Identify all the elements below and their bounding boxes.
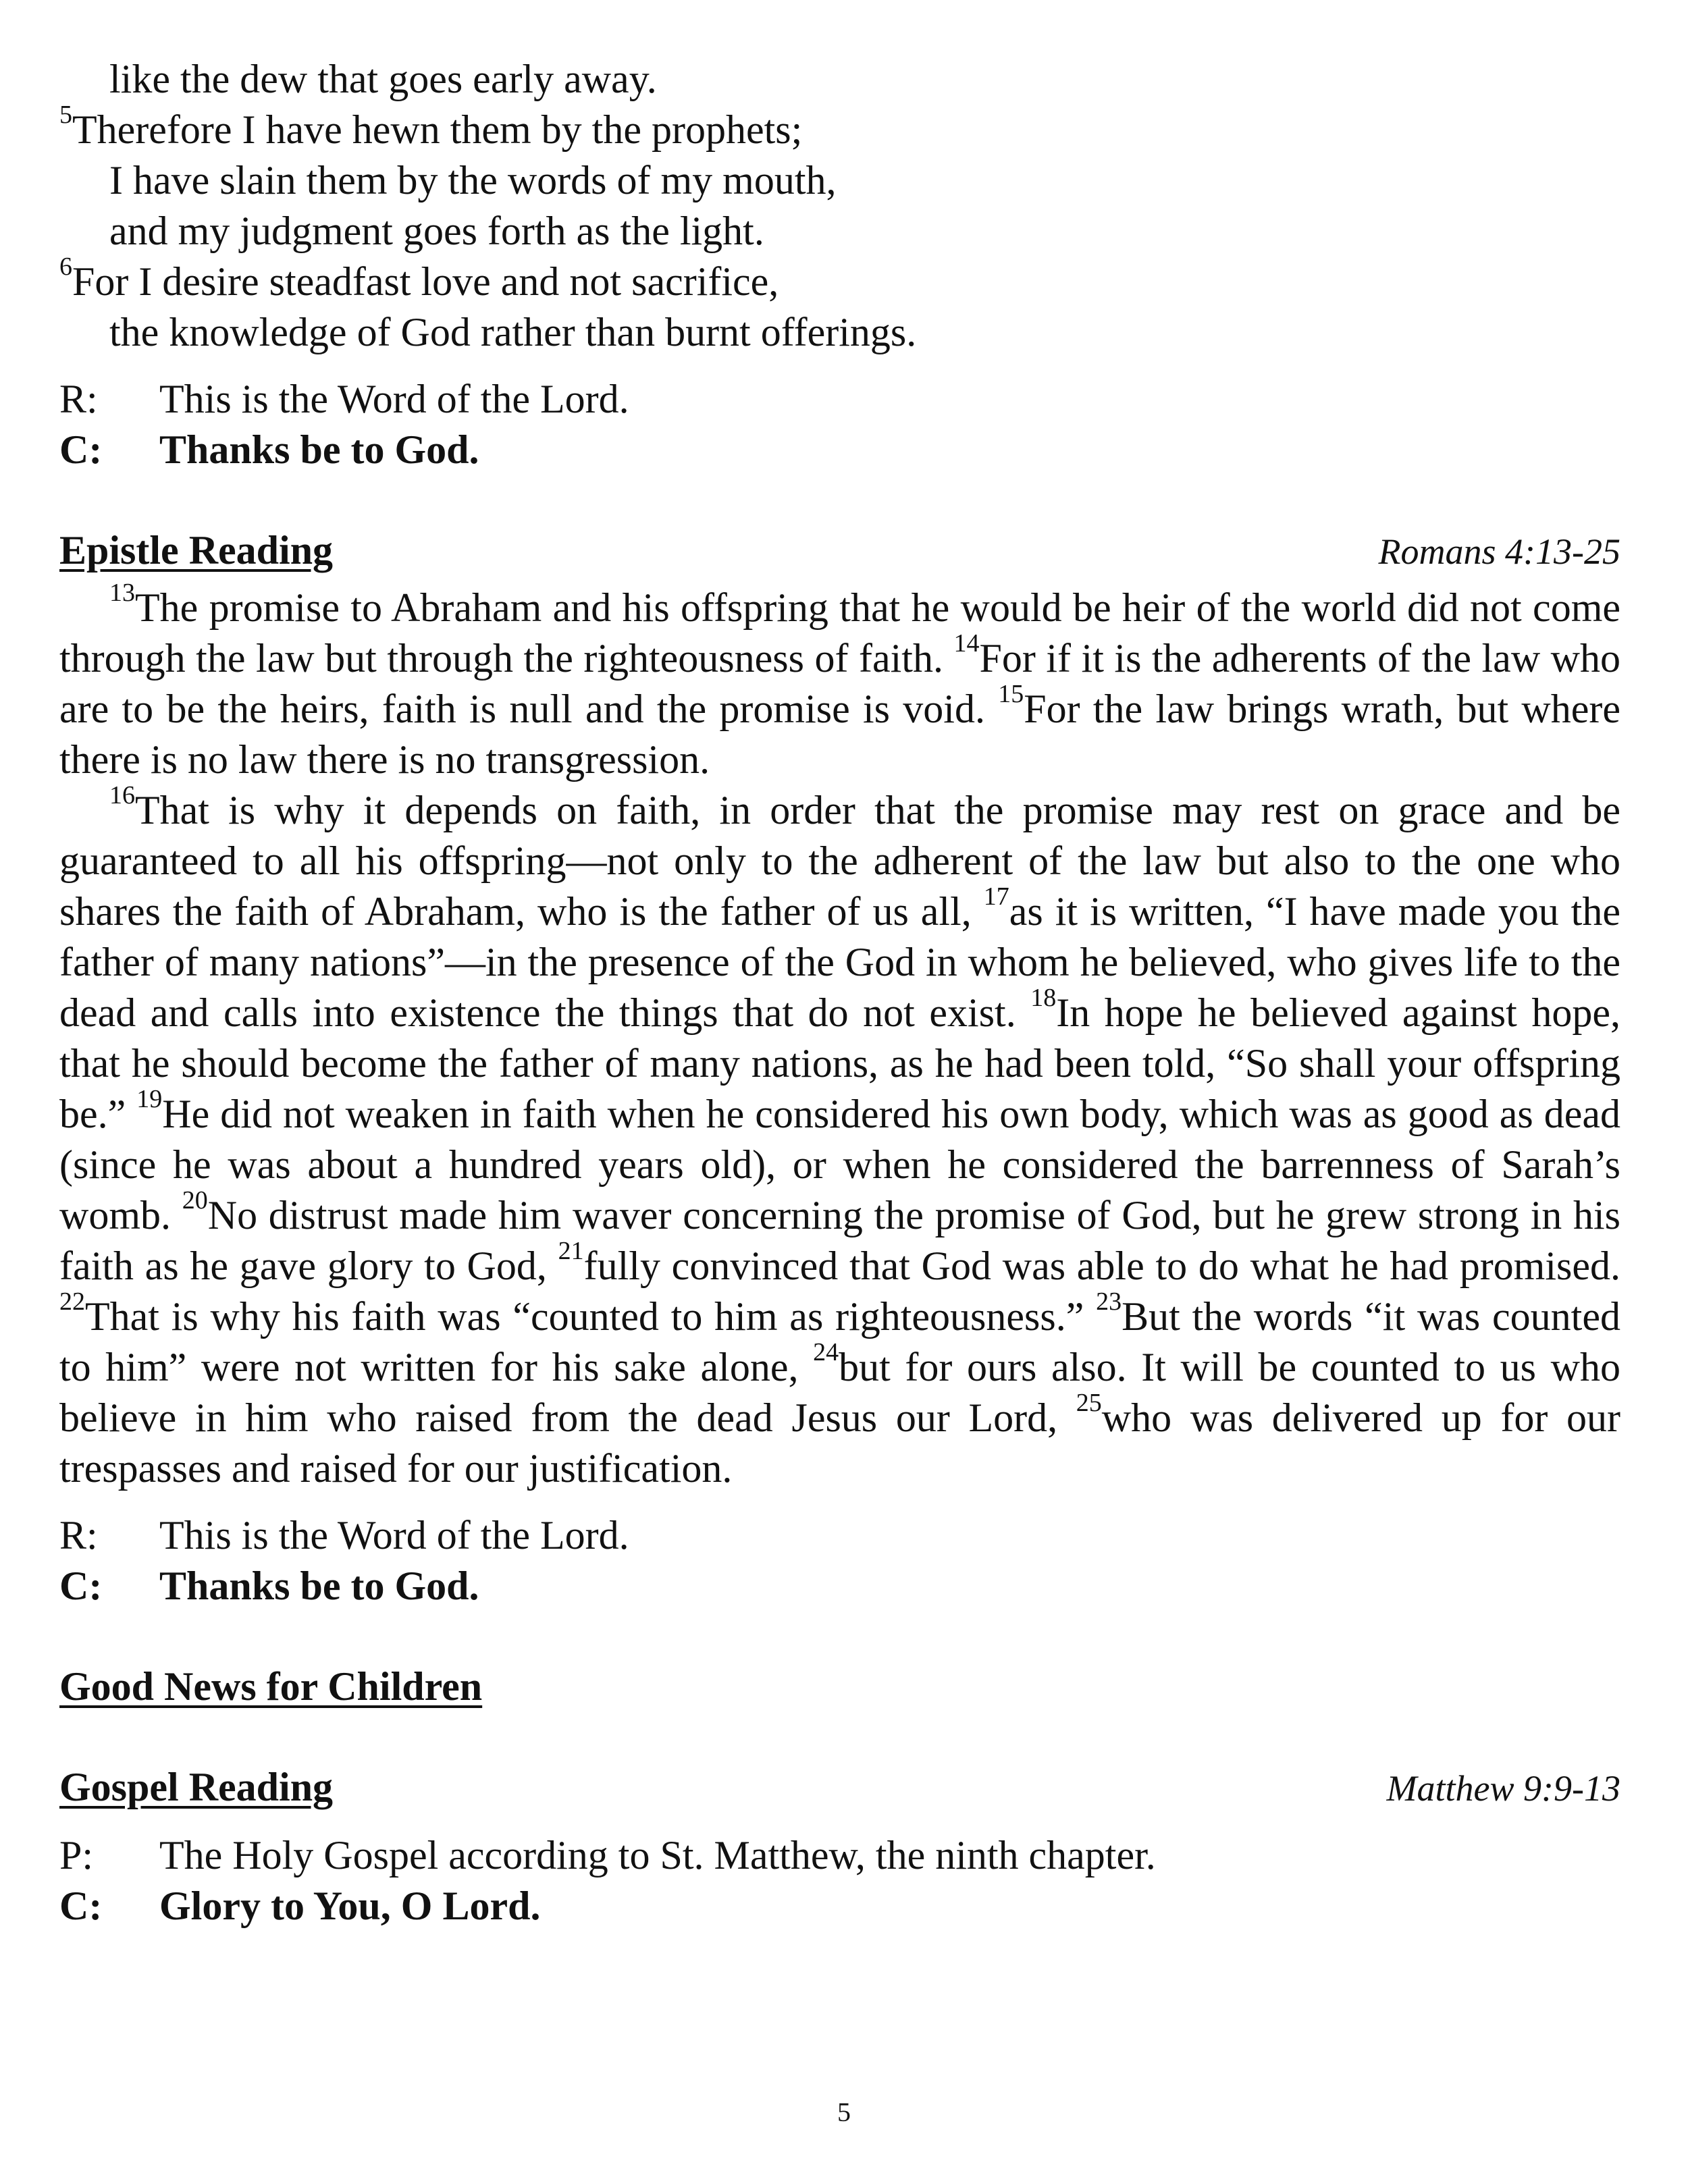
verse-number: 16 xyxy=(109,781,135,809)
speaker-label: C: xyxy=(59,1884,103,1928)
verse-line: the knowledge of God rather than burnt offerings. xyxy=(109,310,917,354)
verse-text: No distrust made him waver concerning the promise of God, but he grew strong in his faith as he gave glory to God, xyxy=(59,1193,1620,1288)
epistle-paragraph xyxy=(59,781,1621,1494)
gospel-heading-row xyxy=(59,1762,1620,1814)
response-block xyxy=(59,1830,1620,1932)
verse-line: $^6$For I desire steadfast love and not sacrifice, xyxy=(59,252,779,304)
section-heading: Good News for Children xyxy=(59,1664,483,1709)
congregation-text: Thanks be to God. xyxy=(159,427,479,472)
verse-text: who was delivered up for our trespasses and raised for our justification. xyxy=(59,1395,1620,1491)
congregation-line xyxy=(59,1881,1620,1932)
scripture-reference: Matthew 9:9-13 xyxy=(1386,1768,1620,1809)
verse-text: That is why it depends on faith, in order that the promise may rest on grace and be guaranteed to all his offspring—not only to the adherent of the law but also to the one who shares the faith of Abraham, who is the father of us all, xyxy=(59,788,1620,934)
congregation-line xyxy=(59,1561,1620,1612)
verse-text: The promise to Abraham and his offspring that he would be heir of the world did not come through the law but through the righteousness of faith. xyxy=(59,585,1620,681)
verse-number: 20 xyxy=(182,1186,208,1215)
verse-number: 19 xyxy=(136,1085,163,1113)
hosea-reading-tail xyxy=(59,54,1620,358)
verse-text: In hope he believed against hope, that he should become the father of many nations, as he had been told, “So shall your offspring be.” xyxy=(59,990,1620,1136)
reader-line xyxy=(59,1510,1620,1561)
response-block xyxy=(59,1510,1620,1612)
epistle-heading-row xyxy=(59,525,1620,577)
verse-number: 14 xyxy=(953,629,980,658)
response-block xyxy=(59,374,1620,475)
pastor-line xyxy=(59,1830,1620,1881)
verse-number: 5 xyxy=(59,101,72,129)
speaker-label: R: xyxy=(59,377,98,421)
verse-text: He did not weaken in faith when he considered his own body, which was as good as dead (since he was about a hundred years old), or when he considered the barrenness of Sarah’s womb. xyxy=(59,1092,1621,1237)
verse-line: I have slain them by the words of my mouth, xyxy=(109,158,837,203)
verse-text: But the words “it was counted to him” were not written for his sake alone, xyxy=(59,1294,1620,1389)
speaker-label: C: xyxy=(59,1564,103,1608)
verse-text: fully convinced that God was able to do what he had promised. xyxy=(583,1244,1620,1288)
speaker-label: P: xyxy=(59,1833,94,1877)
verse-number: 17 xyxy=(983,882,1009,911)
congregation-text: Glory to You, O Lord. xyxy=(159,1884,541,1928)
verse-text: but for ours also. It will be counted to us who believe in him who raised from the dead Jesus our Lord, xyxy=(59,1345,1621,1440)
reader-line xyxy=(59,374,1620,425)
verse-text: For the law brings wrath, but where there is no law there is no transgression. xyxy=(59,687,1620,782)
children-heading-row xyxy=(59,1661,1620,1712)
verse-line: $^5$Therefore I have hewn them by the prophets; xyxy=(59,101,803,152)
verse-number: 18 xyxy=(1030,984,1057,1012)
section-heading: Gospel Reading xyxy=(59,1765,334,1809)
pastor-text: The Holy Gospel according to St. Matthew, the ninth chapter. xyxy=(159,1833,1156,1877)
verse-number: 15 xyxy=(998,680,1024,708)
page-number: 5 xyxy=(837,2097,851,2127)
speaker-label: R: xyxy=(59,1513,98,1557)
verse-line: like the dew that goes early away. xyxy=(109,57,657,101)
verse-number: 22 xyxy=(59,1287,85,1316)
scripture-reference: Romans 4:13-25 xyxy=(1378,531,1620,572)
verse-text: That is why his faith was “counted to him as righteousness.” xyxy=(85,1294,1097,1339)
verse-number: 6 xyxy=(59,252,72,281)
section-heading: Epistle Reading xyxy=(59,528,334,572)
epistle-paragraph xyxy=(59,579,1620,785)
congregation-line xyxy=(59,425,1620,475)
congregation-text: Thanks be to God. xyxy=(159,1564,479,1608)
verse-line: and my judgment goes forth as the light. xyxy=(109,209,764,253)
verse-number: 23 xyxy=(1096,1287,1122,1316)
verse-number: 13 xyxy=(109,579,135,607)
verse-number: 25 xyxy=(1076,1389,1102,1417)
reader-text: This is the Word of the Lord. xyxy=(159,1513,629,1557)
verse-number: 24 xyxy=(813,1338,839,1366)
reader-text: This is the Word of the Lord. xyxy=(159,377,629,421)
verse-text: For if it is the adherents of the law who are to be the heirs, faith is null and the promise is void. xyxy=(59,636,1620,731)
bulletin-page xyxy=(59,54,1620,1932)
speaker-label: C: xyxy=(59,427,103,472)
verse-text: as it is written, “I have made you the father of many nations”—in the presence of the God in whom he believed, who gives life to the dead and calls into existence the things that do not exist. xyxy=(59,889,1620,1035)
verse-number: 21 xyxy=(558,1237,584,1265)
